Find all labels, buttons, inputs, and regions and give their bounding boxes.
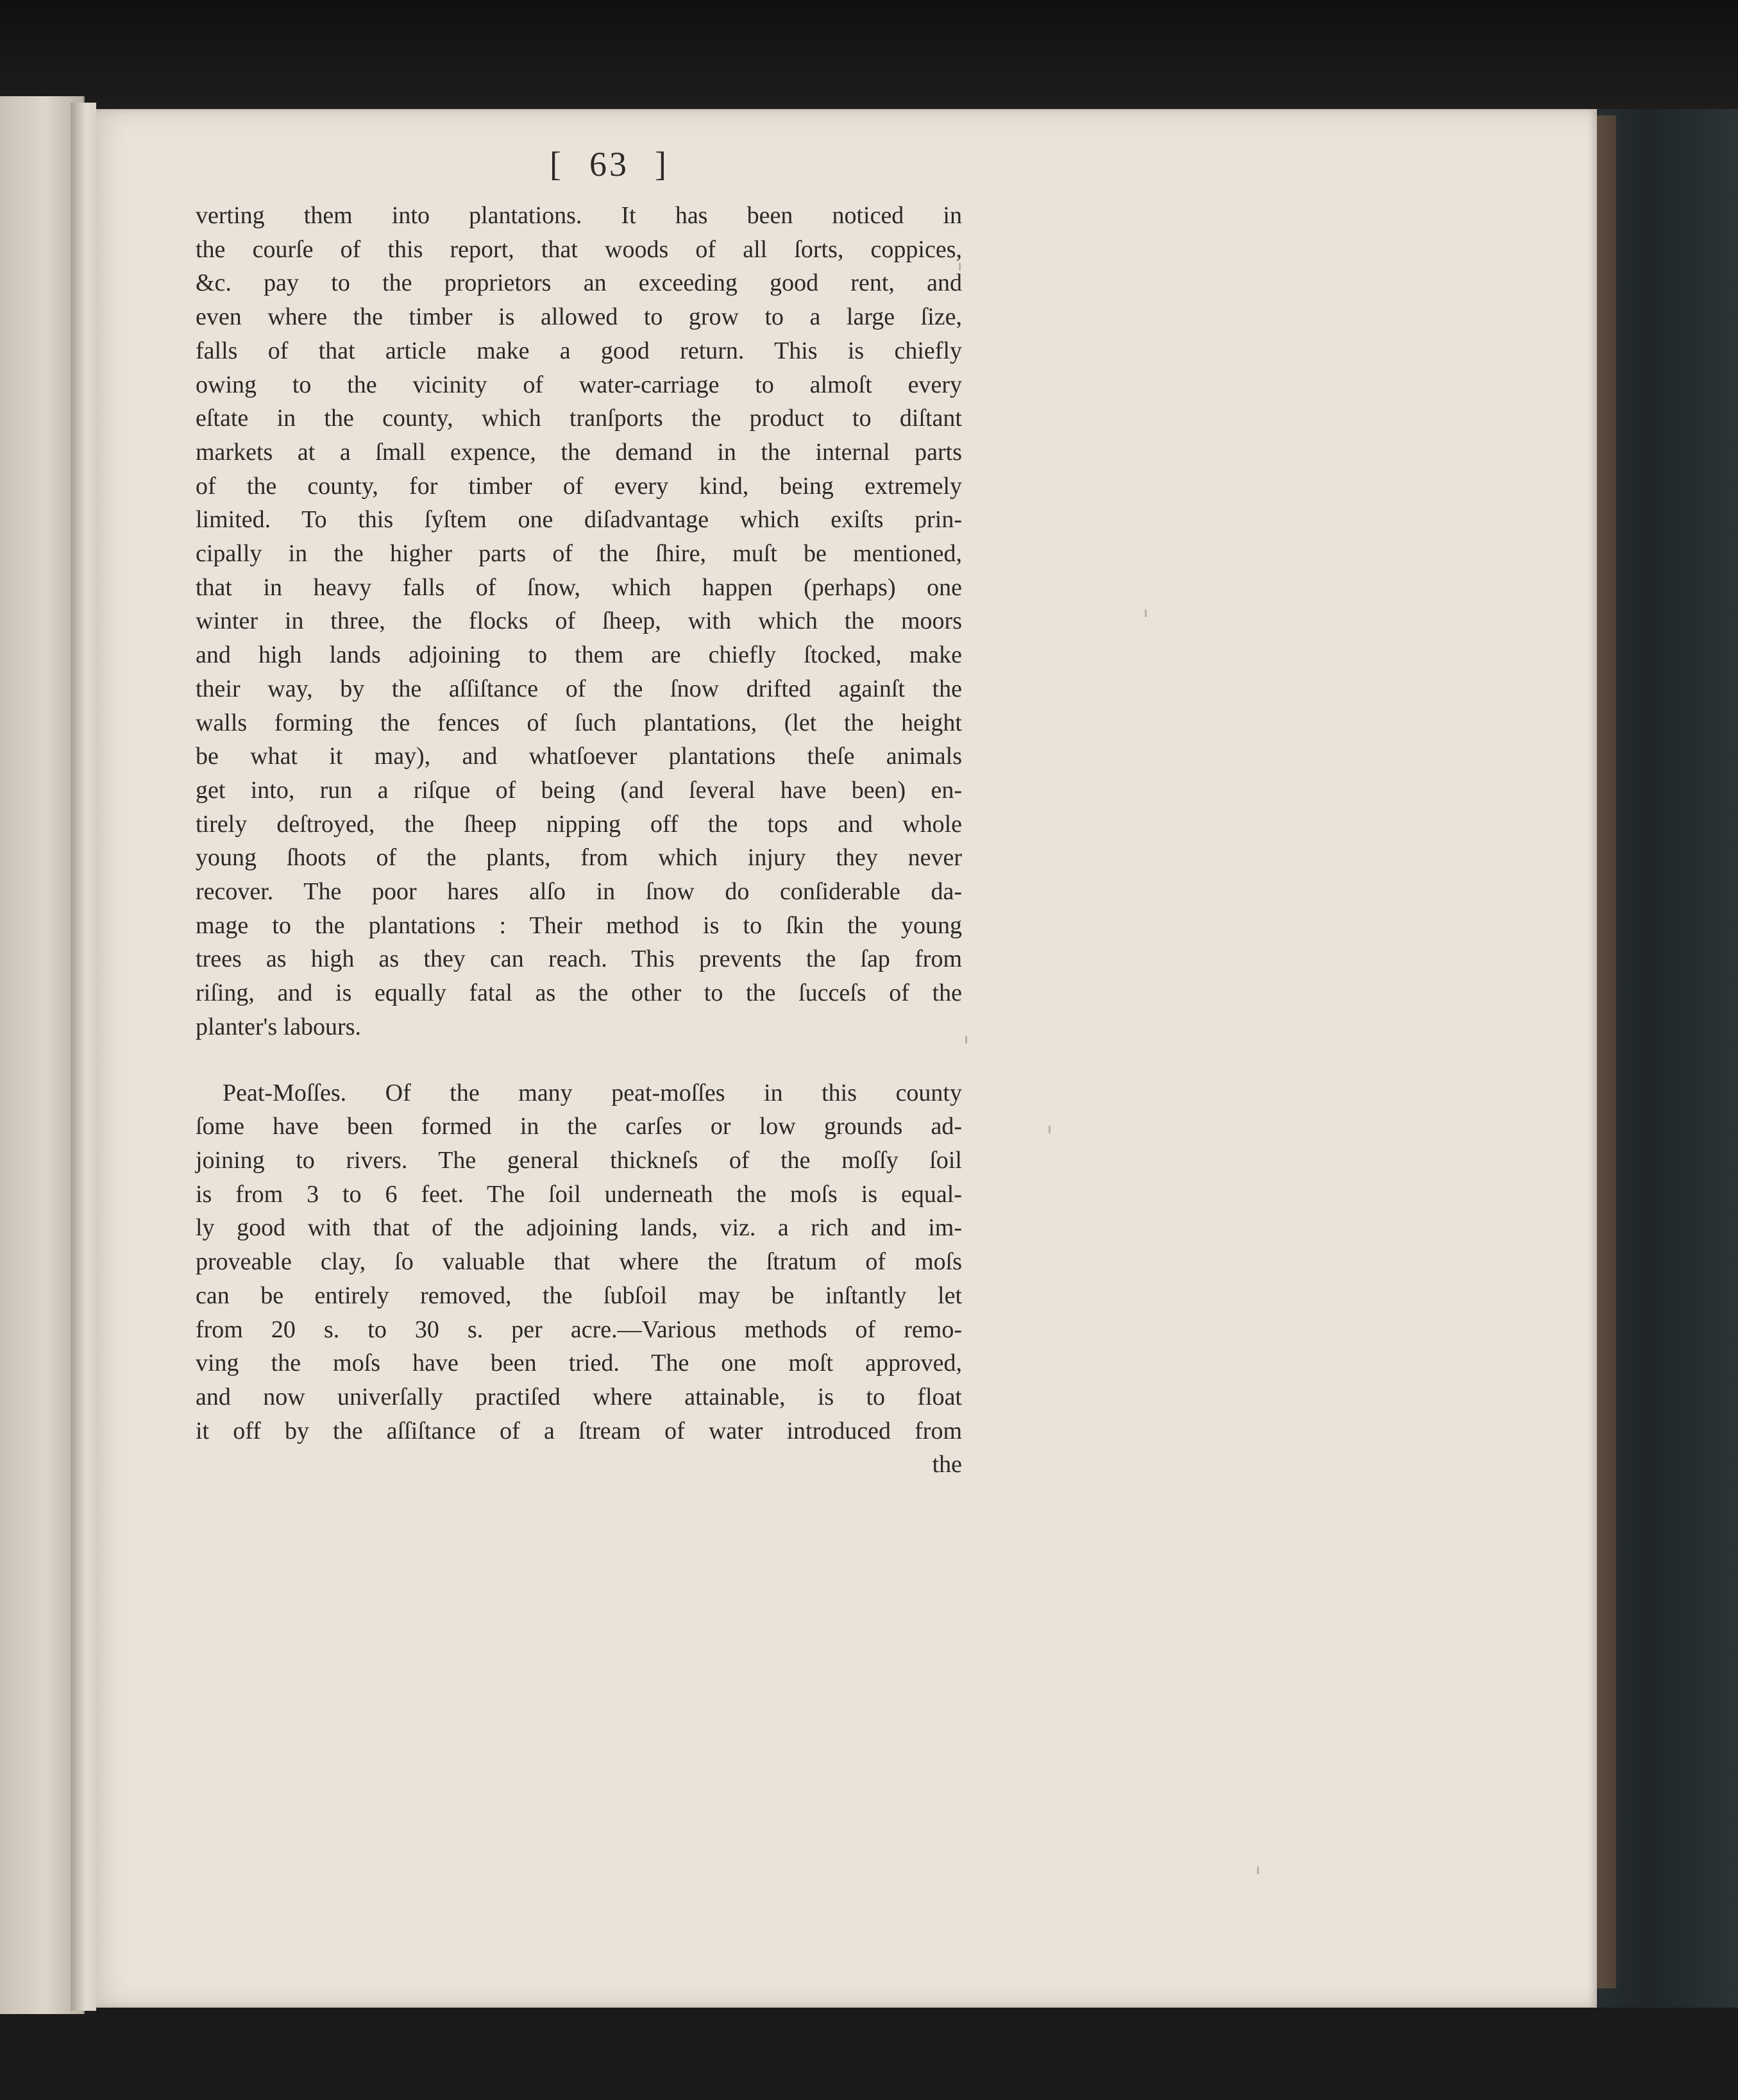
paper-speck bbox=[1145, 609, 1147, 617]
paper-speck bbox=[1257, 1867, 1259, 1874]
page-number: 63 bbox=[589, 145, 629, 183]
text-line: of the county, for timber of every kind, being extremely bbox=[196, 472, 962, 500]
text-line: falls of that article make a good return. This is chiefly bbox=[196, 337, 962, 364]
text-line: tirely deſtroyed, the ſheep nipping off the tops and whole bbox=[196, 810, 962, 838]
body-text bbox=[196, 199, 962, 1482]
text-line: be what it may), and whatſoever plantations theſe animals bbox=[196, 743, 962, 770]
text-line: from 20 s. to 30 s. per acre.—Various methods of remo- bbox=[196, 1316, 962, 1343]
text-line: and now univerſally practiſed where attainable, is to float bbox=[196, 1383, 962, 1410]
text-line: it off by the aſſiſtance of a ſtream of water introduced from bbox=[196, 1417, 962, 1444]
text-line: riſing, and is equally fatal as the other to the ſucceſs of the bbox=[196, 979, 962, 1007]
text-line: eſtate in the county, which tranſports the product to diſtant bbox=[196, 405, 962, 432]
text-line: and high lands adjoining to them are chiefly ſtocked, make bbox=[196, 641, 962, 669]
text-line: the courſe of this report, that woods of all ſorts, coppices, bbox=[196, 235, 962, 263]
text-line: even where the timber is allowed to grow to a large ſize, bbox=[196, 303, 962, 331]
background-top bbox=[0, 0, 1738, 109]
text-line: their way, by the aſſiſtance of the ſnow drifted againſt the bbox=[196, 675, 962, 702]
text-line: recover. The poor hares alſo in ſnow do conſiderable da- bbox=[196, 878, 962, 906]
text-line: owing to the vicinity of water-carriage to almoſt every bbox=[196, 371, 962, 398]
text-line: is from 3 to 6 feet. The ſoil underneath the moſs is equal- bbox=[196, 1180, 962, 1208]
paragraph-gap bbox=[196, 1044, 962, 1076]
text-line: walls forming the fences of ſuch plantations, (let the height bbox=[196, 709, 962, 736]
text-line: young ſhoots of the plants, from which injury they never bbox=[196, 844, 962, 872]
text-line: that in heavy falls of ſnow, which happen (perhaps) one bbox=[196, 573, 962, 601]
section-heading-line: Peat-Moſſes. Of the many peat-moſſes in this county bbox=[223, 1079, 962, 1106]
page-bracket-right: ] bbox=[655, 145, 669, 183]
text-line: get into, run a riſque of being (and ſeveral have been) en- bbox=[196, 776, 962, 804]
text-line: proveable clay, ſo valuable that where the ſtratum of moſs bbox=[196, 1248, 962, 1276]
text-line: &c. pay to the proprietors an exceeding good rent, and bbox=[196, 269, 962, 297]
text-line: winter in three, the flocks of ſheep, with which the moors bbox=[196, 607, 962, 635]
text-line: markets at a ſmall expence, the demand in the internal parts bbox=[196, 438, 962, 466]
paper-speck bbox=[965, 1036, 967, 1044]
text-line: verting them into plantations. It has been noticed in bbox=[196, 202, 962, 229]
text-line: trees as high as they can reach. This prevents the ſap from bbox=[196, 945, 962, 973]
page-number-header bbox=[462, 144, 757, 184]
text-line: joining to rivers. The general thickneſs of the moſſy ſoil bbox=[196, 1146, 962, 1174]
catchword: the bbox=[932, 1451, 962, 1478]
text-line: planter's labours. bbox=[196, 1013, 362, 1040]
text-line: ving the moſs have been tried. The one moſt approved, bbox=[196, 1350, 962, 1377]
page-bracket-left: [ bbox=[550, 145, 564, 183]
text-line: can be entirely removed, the ſubſoil may be inſtantly let bbox=[196, 1282, 962, 1309]
paper-speck bbox=[1049, 1126, 1050, 1133]
text-line: ſome have been formed in the carſes or low grounds ad- bbox=[196, 1113, 962, 1140]
text-line: ly good with that of the adjoining lands, viz. a rich and im- bbox=[196, 1214, 962, 1242]
page-gutter bbox=[71, 103, 96, 2011]
text-line: cipally in the higher parts of the ſhire, muſt be mentioned, bbox=[196, 540, 962, 568]
text-line: mage to the plantations : Their method is to ſkin the young bbox=[196, 911, 962, 939]
text-line: limited. To this ſyſtem one diſadvantage which exiſts prin- bbox=[196, 506, 962, 534]
